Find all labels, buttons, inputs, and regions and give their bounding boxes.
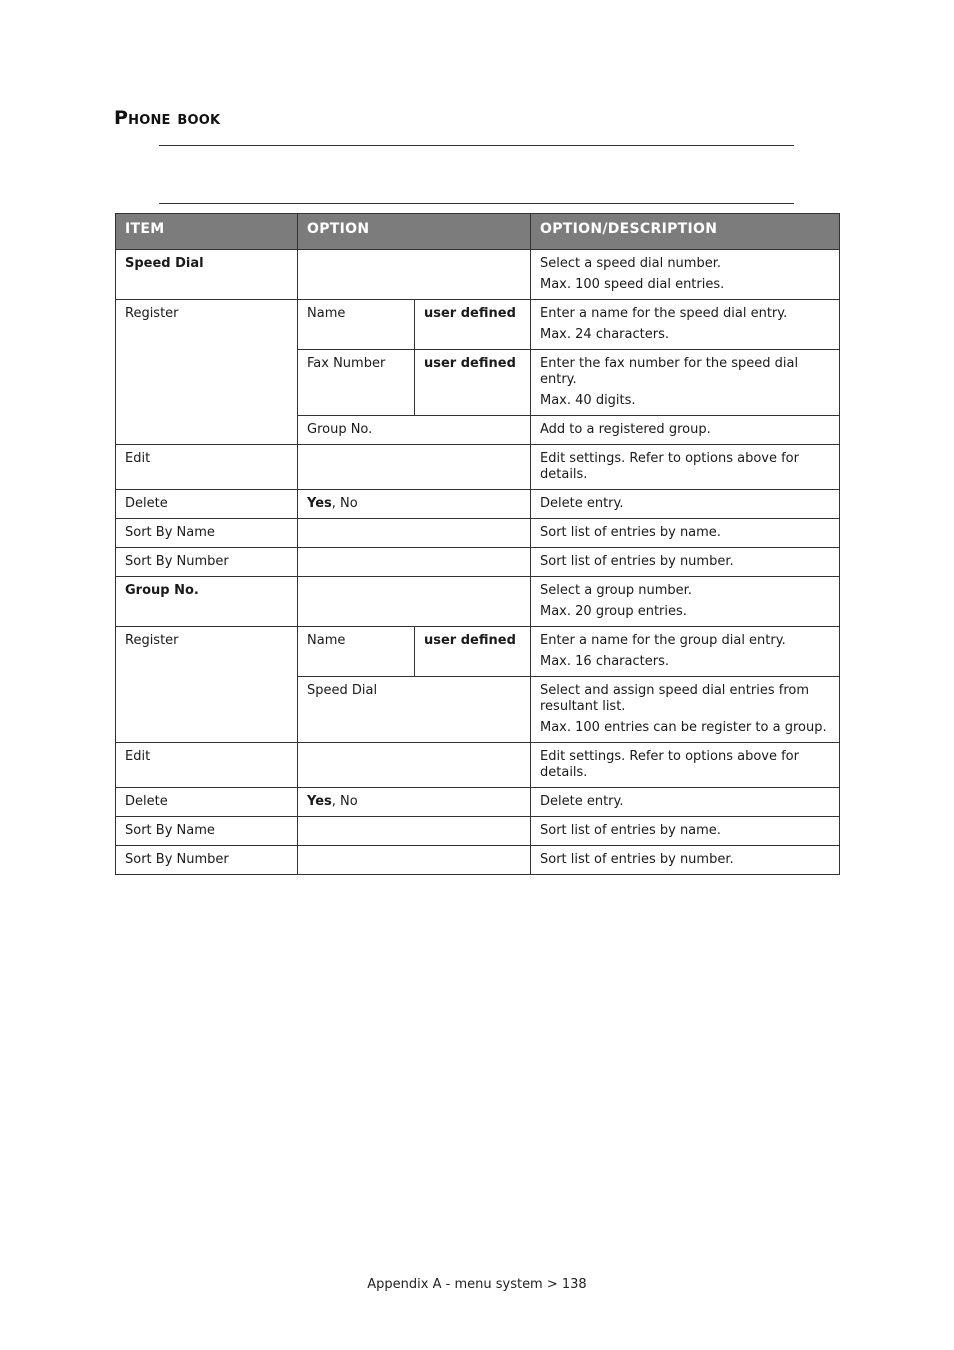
description-line: Max. 16 characters. xyxy=(540,654,669,669)
option-cell xyxy=(298,445,531,490)
option-cell xyxy=(298,817,531,846)
option-group-no: Group No. xyxy=(298,416,531,445)
description-line: Enter a name for the group dial entry. xyxy=(540,633,786,648)
option-name: Name xyxy=(298,627,415,677)
page-title: Phone book xyxy=(114,107,221,129)
description-cell: Delete entry. xyxy=(531,490,840,519)
description-cell: Sort list of entries by name. xyxy=(531,519,840,548)
option-value: user defined xyxy=(415,350,531,416)
option-cell xyxy=(298,548,531,577)
option-yes: Yes xyxy=(307,496,332,511)
table-row xyxy=(116,250,840,300)
description-cell: Add to a registered group. xyxy=(531,416,840,445)
description-line: Max. 100 entries can be register to a group. xyxy=(540,720,827,735)
item-delete: Delete xyxy=(116,788,298,817)
description-cell: Sort list of entries by name. xyxy=(531,817,840,846)
table-header-row xyxy=(116,214,840,250)
option-cell xyxy=(298,519,531,548)
option-yes-no xyxy=(298,788,531,817)
option-cell xyxy=(298,846,531,875)
header-option: OPTION xyxy=(298,214,531,250)
description-line: Max. 20 group entries. xyxy=(540,604,687,619)
option-cell xyxy=(298,577,531,627)
table-row xyxy=(116,519,840,548)
description-line: Select a group number. xyxy=(540,583,692,598)
table-row xyxy=(116,817,840,846)
description-cell xyxy=(531,350,840,416)
table-row xyxy=(116,846,840,875)
option-value: user defined xyxy=(415,300,531,350)
item-register: Register xyxy=(116,627,298,743)
option-cell xyxy=(298,743,531,788)
item-speed-dial: Speed Dial xyxy=(116,250,298,300)
table-row xyxy=(116,627,840,677)
description-cell: Delete entry. xyxy=(531,788,840,817)
item-edit: Edit xyxy=(116,743,298,788)
description-cell xyxy=(531,577,840,627)
header-rule-bottom xyxy=(159,203,794,204)
item-edit: Edit xyxy=(116,445,298,490)
option-fax-number: Fax Number xyxy=(298,350,415,416)
table-row xyxy=(116,300,840,350)
description-line: Max. 24 characters. xyxy=(540,327,669,342)
option-speed-dial: Speed Dial xyxy=(298,677,531,743)
item-group-no: Group No. xyxy=(116,577,298,627)
header-item: ITEM xyxy=(116,214,298,250)
description-line: Enter a name for the speed dial entry. xyxy=(540,306,788,321)
description-cell: Edit settings. Refer to options above for details. xyxy=(531,445,840,490)
description-line: Select and assign speed dial entries from resultant list. xyxy=(540,683,810,714)
description-line: Max. 100 speed dial entries. xyxy=(540,277,725,292)
item-sort-by-name: Sort By Name xyxy=(116,817,298,846)
option-name: Name xyxy=(298,300,415,350)
table-row xyxy=(116,548,840,577)
description-cell xyxy=(531,300,840,350)
description-line: Select a speed dial number. xyxy=(540,256,721,271)
item-sort-by-name: Sort By Name xyxy=(116,519,298,548)
table-row xyxy=(116,788,840,817)
header-rule-top xyxy=(159,145,794,146)
page-footer: Appendix A - menu system > 138 xyxy=(367,1277,587,1292)
item-register: Register xyxy=(116,300,298,445)
option-yes-no xyxy=(298,490,531,519)
description-cell xyxy=(531,627,840,677)
option-yes: Yes xyxy=(307,794,332,809)
description-cell: Edit settings. Refer to options above for details. xyxy=(531,743,840,788)
option-no: , No xyxy=(331,496,358,511)
option-cell xyxy=(298,250,531,300)
description-cell: Sort list of entries by number. xyxy=(531,548,840,577)
option-value: user defined xyxy=(415,627,531,677)
table-row xyxy=(116,577,840,627)
description-line: Max. 40 digits. xyxy=(540,393,636,408)
header-description: OPTION/DESCRIPTION xyxy=(531,214,840,250)
item-sort-by-number: Sort By Number xyxy=(116,548,298,577)
description-cell xyxy=(531,250,840,300)
item-delete: Delete xyxy=(116,490,298,519)
description-cell xyxy=(531,677,840,743)
phone-book-menu-table xyxy=(115,213,840,875)
table-row xyxy=(116,743,840,788)
table-row xyxy=(116,490,840,519)
option-no: , No xyxy=(331,794,358,809)
description-cell: Sort list of entries by number. xyxy=(531,846,840,875)
table-row xyxy=(116,445,840,490)
item-sort-by-number: Sort By Number xyxy=(116,846,298,875)
description-line: Enter the fax number for the speed dial entry. xyxy=(540,356,799,387)
